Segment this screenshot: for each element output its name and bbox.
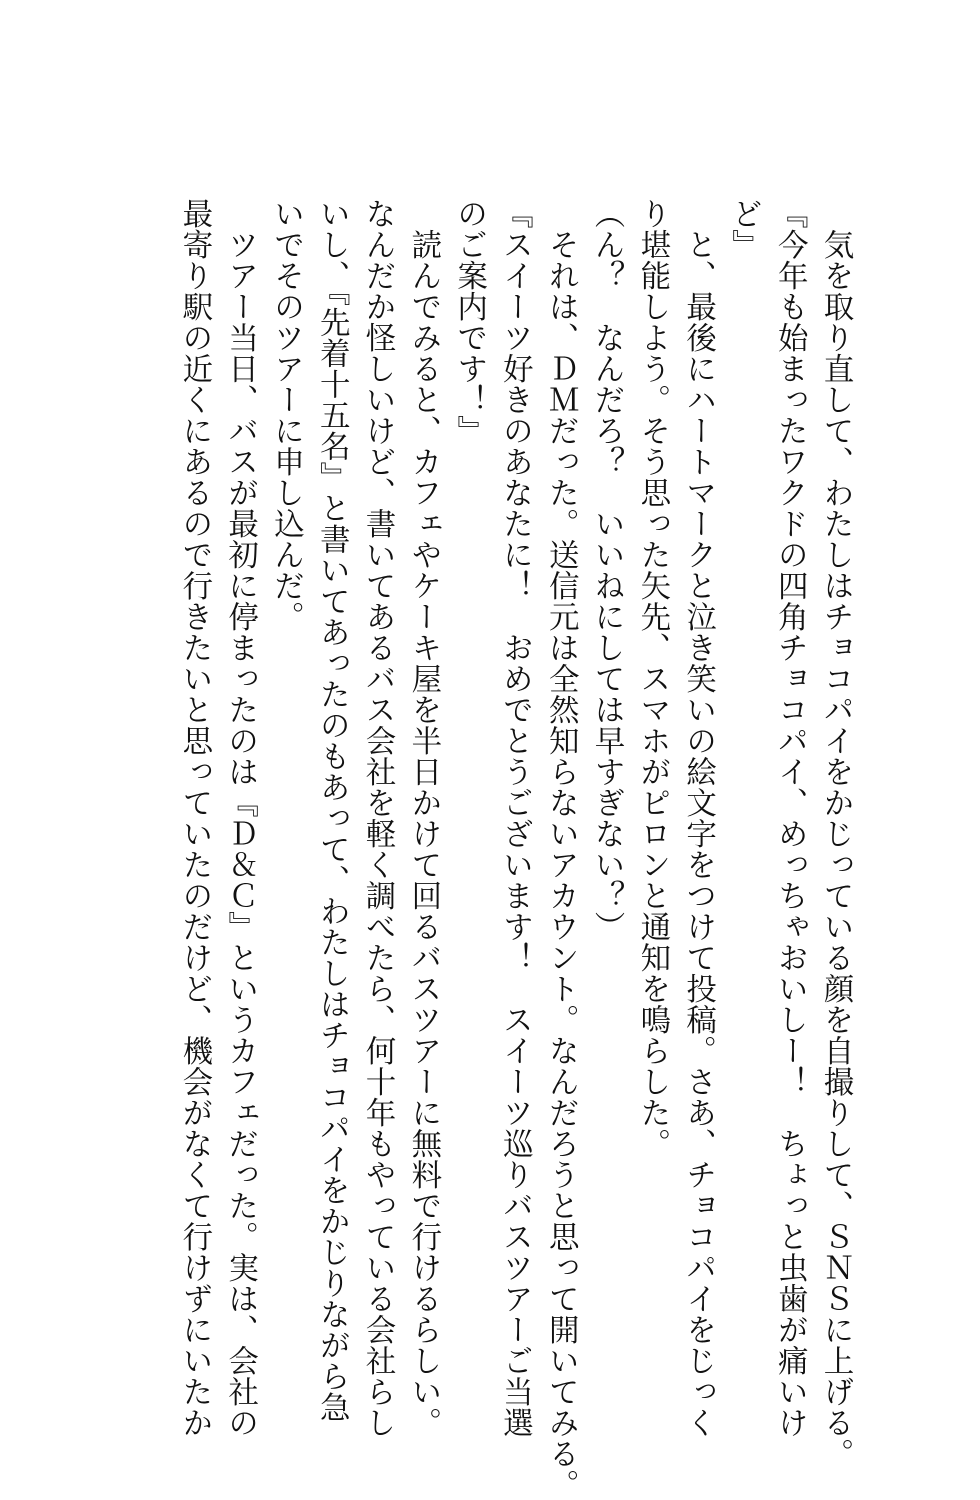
text-line: ツアー当日、バスが最初に停まったのは『Ｄ＆Ｃ』というカフェだった。実は、会社の: [222, 198, 258, 1438]
text-line: いでそのツアーに申し込んだ。: [268, 198, 304, 632]
text-line: 最寄り駅の近くにあるので行きたいと思っていたのだけど、機会がなくて行けずにいたか: [176, 198, 212, 1438]
text-line: のご案内です！』: [451, 198, 487, 446]
text-line: 『スイーツ好きのあなたに！ おめでとうございます！ スイーツ巡りバスツアーご当選: [497, 198, 533, 1438]
text-line: （ん？ なんだろ？ いいねにしては早すぎない？）: [589, 198, 625, 942]
text-line: 『今年も始まったワクドの四角チョコパイ、めっちゃおいしー！ ちょっと虫歯が痛いけ: [772, 198, 808, 1438]
text-line: それは、ＤＭだった。送信元は全然知らないアカウント。なんだろうと思って開いてみる。: [543, 198, 579, 1500]
vertical-text-body: [118, 198, 858, 1500]
text-line: 読んでみると、カフェやケーキ屋を半日かけて回るバスツアーに無料で行けるらしい。: [405, 198, 441, 1438]
text-line: なんだか怪しいけど、書いてあるバス会社を軽く調べたら、何十年もやっている会社らし: [360, 198, 396, 1438]
text-line: ど』: [726, 198, 762, 260]
text-line: 気を取り直して、わたしはチョコパイをかじっている顔を自撮りして、ＳＮＳに上げる。: [818, 198, 853, 1469]
text-line: と、最後にハートマークと泣き笑いの絵文字をつけて投稿。さあ、チョコパイをじっく: [680, 198, 716, 1438]
text-line: り堪能しよう。そう思った矢先、スマホがピロンと通知を鳴らした。: [634, 198, 670, 1159]
text-line: いし、『先着十五名』と書いてあったのもあって、わたしはチョコパイをかじりながら急: [314, 198, 350, 1423]
